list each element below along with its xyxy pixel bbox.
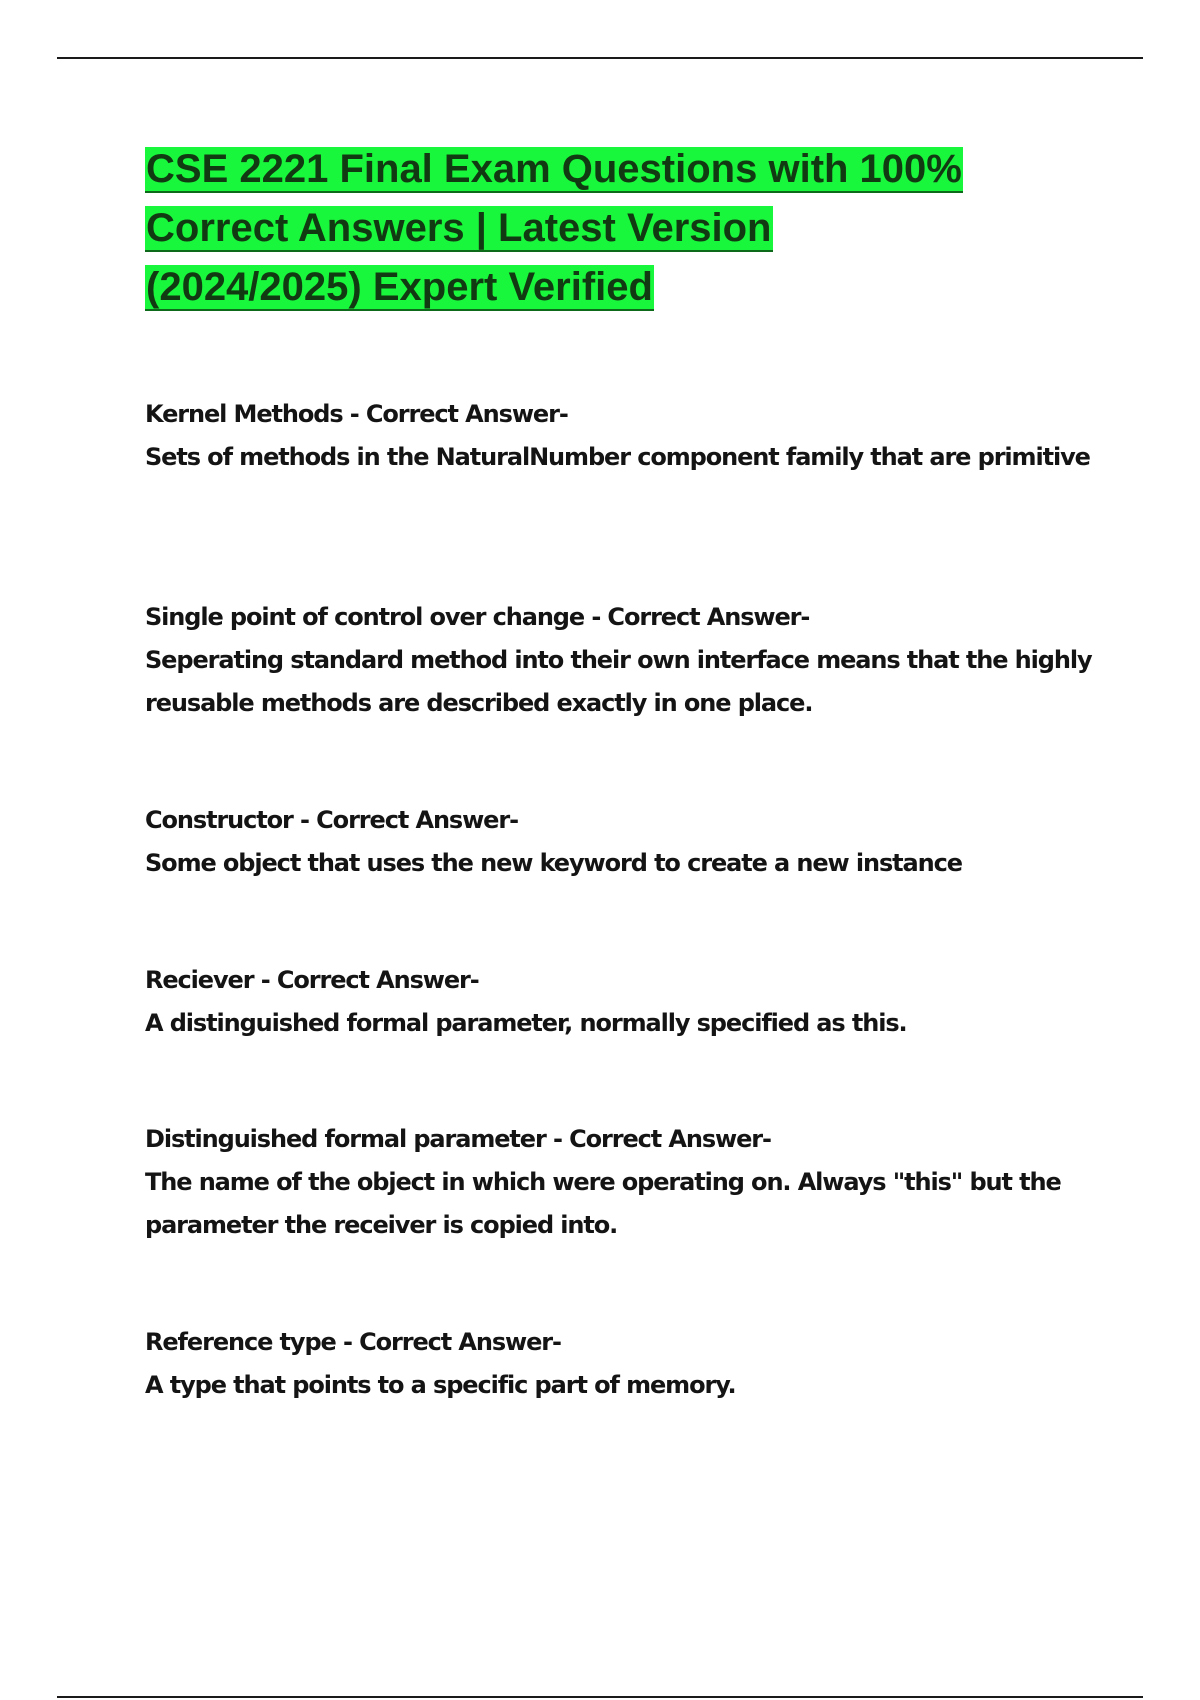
title-highlight: CSE 2221 Final Exam Questions with 100%	[146, 147, 962, 191]
qa-term: Reference type - Correct Answer-	[145, 1328, 561, 1356]
top-divider	[57, 57, 1143, 59]
qa-item-reciever	[145, 959, 1095, 1045]
qa-term: Reciever - Correct Answer-	[145, 966, 479, 994]
qa-item-distinguished-formal-parameter	[145, 1118, 1095, 1247]
qa-term: Constructor - Correct Answer-	[145, 806, 518, 834]
qa-definition: A type that points to a specific part of memory.	[145, 1371, 736, 1399]
document-title	[145, 140, 1105, 317]
qa-term: Kernel Methods - Correct Answer-	[145, 400, 568, 428]
qa-term: Distinguished formal parameter - Correct Answer-	[145, 1125, 771, 1153]
title-line	[145, 140, 1105, 199]
qa-item-kernel-methods	[145, 393, 1095, 479]
qa-item-reference-type	[145, 1321, 1095, 1407]
qa-item-single-point-of-control	[145, 596, 1095, 725]
qa-term: Single point of control over change - Correct Answer-	[145, 603, 810, 631]
title-highlight: Correct Answers | Latest Version	[146, 206, 772, 250]
title-line	[145, 258, 1105, 317]
bottom-divider	[57, 1696, 1143, 1698]
qa-definition: Some object that uses the new keyword to create a new instance	[145, 849, 962, 877]
qa-definition: A distinguished formal parameter, normally specified as this.	[145, 1009, 907, 1037]
qa-item-constructor	[145, 799, 1095, 885]
title-line	[145, 199, 1105, 258]
qa-definition: Seperating standard method into their own interface means that the highly reusable methods are described exactly in one place.	[145, 646, 1092, 717]
qa-definition: Sets of methods in the NaturalNumber component family that are primitive	[145, 443, 1090, 471]
title-highlight: (2024/2025) Expert Verified	[146, 265, 653, 309]
qa-definition: The name of the object in which were operating on. Always "this" but the parameter the receiver is copied into.	[145, 1168, 1061, 1239]
